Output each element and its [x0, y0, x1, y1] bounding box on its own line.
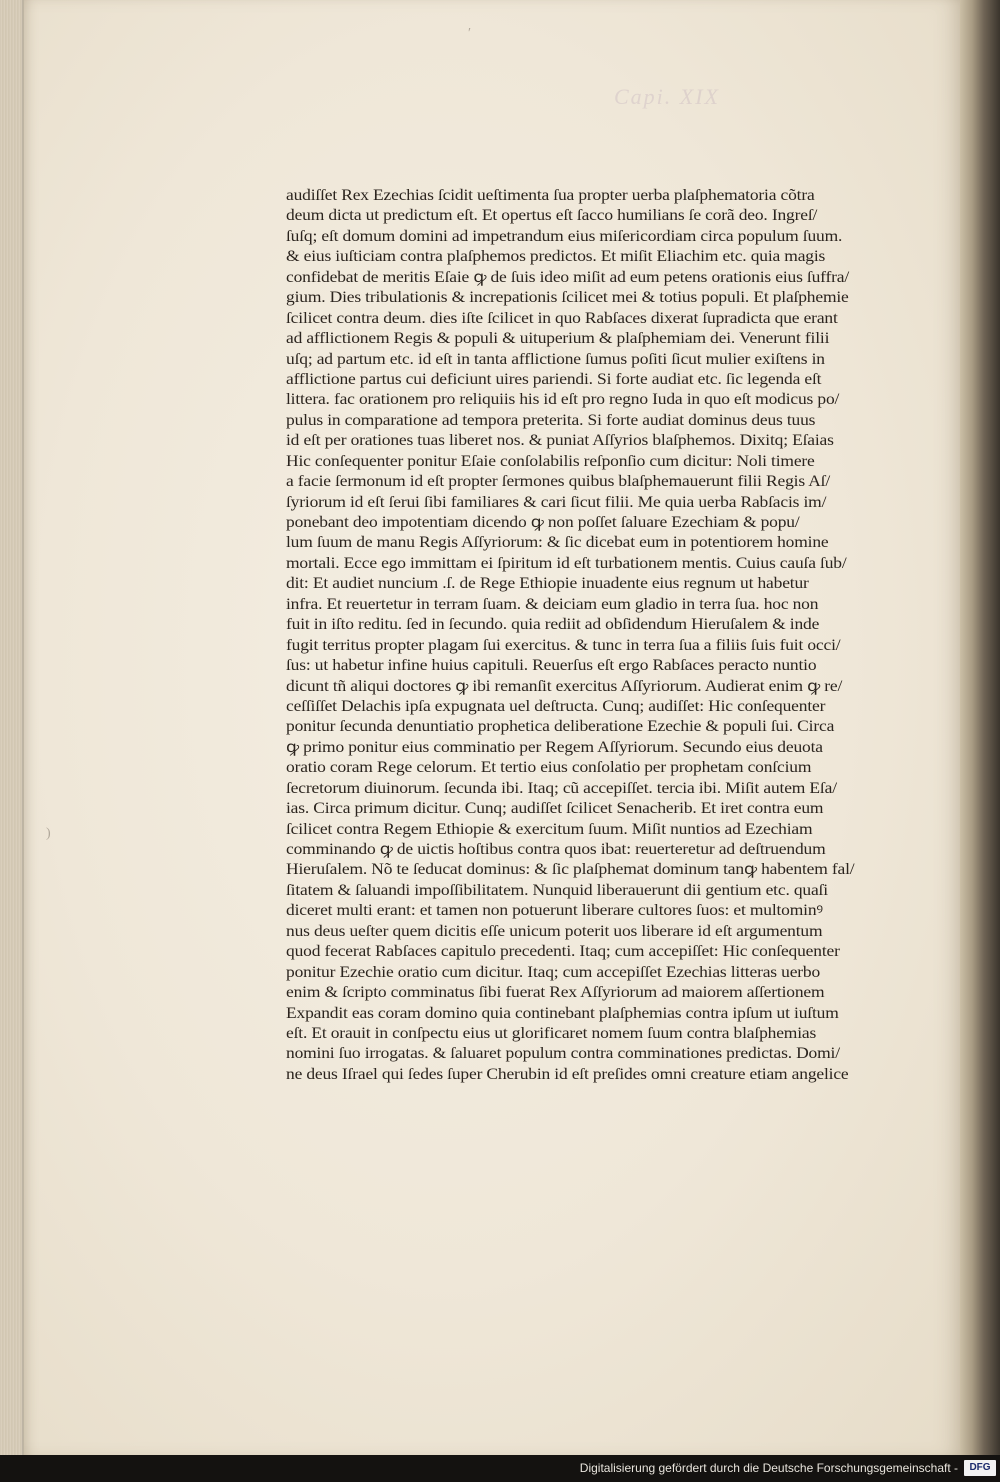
text-line-content: mortali. Ecce ego immittam ei ſpiritum id eſt turbationem mentis. Cuius cauſa ſub/ [286, 554, 847, 572]
text-line [286, 636, 886, 656]
text-line [286, 472, 886, 492]
text-line [286, 881, 886, 901]
text-line [286, 227, 886, 247]
text-line-content: pulus in comparatione ad tempora preterita. Si forte audiat dominus deus tuus [286, 411, 816, 429]
text-line-content: afflictione partus cui deficiunt uires pariendi. Si forte audiat etc. ſic legenda eſt [286, 370, 822, 388]
text-line-content: diceret multi erant: et tamen non potuerunt liberare cultores ſuos: et multominꝰ [286, 902, 823, 920]
text-line [286, 574, 886, 594]
text-line [286, 533, 886, 553]
book-page-edges [0, 0, 26, 1455]
text-line-content: comminando ꝙ de uictis hoſtibus contra quos ibat: reuerteretur ad deſtruendum [286, 841, 826, 858]
text-line-content: audiſſet Rex Ezechias ſcidit ueſtimenta ſua propter uerba plaſphematoria cõtra [286, 187, 815, 204]
text-line-content: confidebat de meritis Eſaie ꝙ de ſuis ideo miſit ad eum petens orationis eius ſuffra/ [286, 268, 850, 286]
book-binding [960, 0, 1000, 1455]
text-line [286, 513, 886, 533]
text-line-content: lum ſuum de manu Regis Aſſyriorum: & ſic dicebat eum in potentiorem homine [286, 534, 829, 552]
text-line [286, 309, 886, 329]
text-line-content: ad afflictionem Regis & populi & uituperium & plaſphemiam dei. Venerunt filii [286, 330, 830, 348]
text-line [286, 288, 886, 308]
text-line [286, 370, 886, 390]
text-line [286, 452, 886, 472]
text-line-content: deum dicta ut predictum eſt. Et opertus eſt ſacco humilians ſe corã deo. Ingreſ/ [286, 207, 818, 225]
text-line-content: infra. Et reuertetur in terram ſuam. & deiciam eum gladio in terra ſua. hoc non [286, 595, 819, 613]
text-line-content: nus deus ueſter quem dicitis eſſe unicum poterit uos liberare id eſt argumentum [286, 922, 823, 940]
text-line [286, 268, 886, 288]
text-line [286, 390, 886, 410]
text-line [286, 901, 886, 921]
text-line [286, 758, 886, 778]
text-line [286, 1044, 886, 1064]
text-line [286, 186, 886, 206]
text-line [286, 350, 886, 370]
text-line-content: ſitatem & ſaluandi impoſſibilitatem. Nunquid liberauerunt dii gentium etc. quaſi [286, 881, 828, 899]
text-line-content: ſcilicet contra Regem Ethiopie & exercitum ſuum. Miſit nuntios ad Ezechiam [286, 820, 813, 838]
dfg-logo: DFG [964, 1460, 996, 1476]
digitization-footer [0, 1455, 1000, 1482]
text-line-content: eſt. Et orauit in conſpectu eius ut glorificaret nomem ſuum contra blaſphemias [286, 1024, 817, 1042]
text-line-content: fuit in iſto reditu. ſed in ſecundo. quia rediit ad obſidendum Hieruſalem & inde [286, 616, 820, 634]
text-line-content: Expandit eas coram domino quia continebant plaſphemias contra ipſum ut iuſtum [286, 1004, 839, 1022]
text-line [286, 677, 886, 697]
text-line [286, 860, 886, 880]
text-line-content: ias. Circa primum dicitur. Cunq; audiſſet ſcilicet Senacherib. Et iret contra eum [286, 800, 824, 818]
text-line-content: enim & ſcripto comminatus ſibi fuerat Rex Aſſyriorum ad maiorem aſſertionem [286, 984, 825, 1002]
text-line-content: ponebant deo impotentiam dicendo ꝙ non poſſet ſaluare Ezechiam & popu/ [286, 514, 800, 531]
text-line [286, 963, 886, 983]
text-line-content: ſcilicet contra deum. dies iſte ſcilicet in quo Rabſaces dixerat ſupradicta que erant [286, 309, 838, 327]
text-line-content: Hieruſalem. Nõ te ſeducat dominus: & ſic plaſphemat dominum tanꝙ habentem fal/ [286, 861, 855, 879]
text-line [286, 1065, 886, 1085]
text-line-content: & eius iuſticiam contra plaſphemos predictos. Et miſit Eliachim etc. quia magis [286, 248, 826, 266]
text-line-content: ſyriorum id eſt ſerui ſibi familiares & cari ſicut filii. Me quia uerba Rabſacis im/ [286, 493, 827, 511]
text-line-content: Hic conſequenter ponitur Eſaie conſolabilis reſponſio cum dicitur: Noli timere [286, 452, 815, 470]
text-line [286, 656, 886, 676]
text-line-content: ſus: ut habetur infine huius capituli. Reuerſus eſt ergo Rabſaces peracto nuntio [286, 657, 817, 675]
text-line [286, 247, 886, 267]
text-line-content: ſecretorum diuinorum. ſecunda ibi. Itaq; cũ accepiſſet. tercia ibi. Miſit autem Eſa/ [286, 779, 837, 797]
margin-mark: ′ [468, 26, 472, 41]
text-line [286, 1024, 886, 1044]
text-column [286, 186, 886, 1085]
text-line [286, 820, 886, 840]
text-line [286, 595, 886, 615]
funding-credit: Digitalisierung gefördert durch die Deutsche Forschungsgemeinschaft - [579, 1461, 958, 1475]
text-line [286, 983, 886, 1003]
text-line [286, 1004, 886, 1024]
text-line [286, 717, 886, 737]
text-line-content: ponitur ſecunda denuntiatio prophetica deliberatione Ezechie & populi ſui. Circa [286, 718, 835, 736]
text-line-content: quod fecerat Rabſaces capitulo precedenti. Itaq; cum accepiſſet: Hic conſequenter [286, 943, 840, 961]
text-line [286, 922, 886, 942]
text-line-content: ꝙ primo ponitur eius comminatio per Regem Aſſyriorum. Secundo eius deuota [286, 738, 823, 756]
text-line-content: ceſſiſſet Delachis ipſa expugnata uel deſtructa. Cunq; audiſſet: Hic conſequenter [286, 697, 826, 715]
text-line [286, 840, 886, 860]
text-line [286, 493, 886, 513]
text-line-content: uſq; ad partum etc. id eſt in tanta afflictione ſumus poſiti ſicut mulier exiſtens in [286, 350, 825, 368]
text-line-content: ſuſq; eſt domum domini ad impetrandum eius miſericordiam circa populum ſuum. [286, 227, 843, 245]
text-line [286, 554, 886, 574]
text-line [286, 206, 886, 226]
text-line-content: oratio coram Rege celorum. Et tertio eius conſolatio per prophetam conſcium [286, 759, 812, 777]
text-line-content: ponitur Ezechie oratio cum dicitur. Itaq; cum accepiſſet Ezechias litteras uerbo [286, 963, 821, 981]
text-line-content: fugit territus propter plagam ſui exercitus. & tunc in terra ſua a filiis ſuis fuit occi/ [286, 636, 841, 654]
text-line-content: ne deus Iſrael qui ſedes ſuper Cherubin id eſt preſides omni creature etiam angelice [286, 1065, 849, 1083]
text-line [286, 615, 886, 635]
text-line [286, 799, 886, 819]
text-line [286, 431, 886, 451]
faint-running-header: Capi. XIX [614, 84, 720, 109]
text-line-content: dit: Et audiet nuncium .ſ. de Rege Ethiopie inuadente eius regnum ut habetur [286, 575, 809, 593]
text-line-content: nomini ſuo irrogatas. & ſaluaret populum contra comminationes predictas. Domi/ [286, 1045, 840, 1063]
text-line-content: id eſt per orationes tuas liberet nos. & puniat Aſſyrios blaſphemos. Dixitq; Eſaias [286, 432, 834, 450]
text-line-content: dicunt tñ aliqui doctores ꝙ ibi remanſit exercitus Aſſyriorum. Audierat enim ꝙ re/ [286, 677, 843, 695]
text-line [286, 779, 886, 799]
margin-mark: ) [46, 826, 51, 841]
text-line-content: a facie ſermonum id eſt propter ſermones quibus blaſphemauerunt filii Regis Aſ/ [286, 473, 831, 491]
text-line [286, 329, 886, 349]
text-line [286, 738, 886, 758]
text-line-content: littera. fac orationem pro reliquiis his id eſt pro regno Iuda in quo eſt modicus po/ [286, 391, 840, 409]
text-line-content: gium. Dies tribulationis & increpationis ſcilicet mei & totius populi. Et plaſphemie [286, 289, 849, 307]
text-line [286, 697, 886, 717]
text-line [286, 411, 886, 431]
text-line [286, 942, 886, 962]
